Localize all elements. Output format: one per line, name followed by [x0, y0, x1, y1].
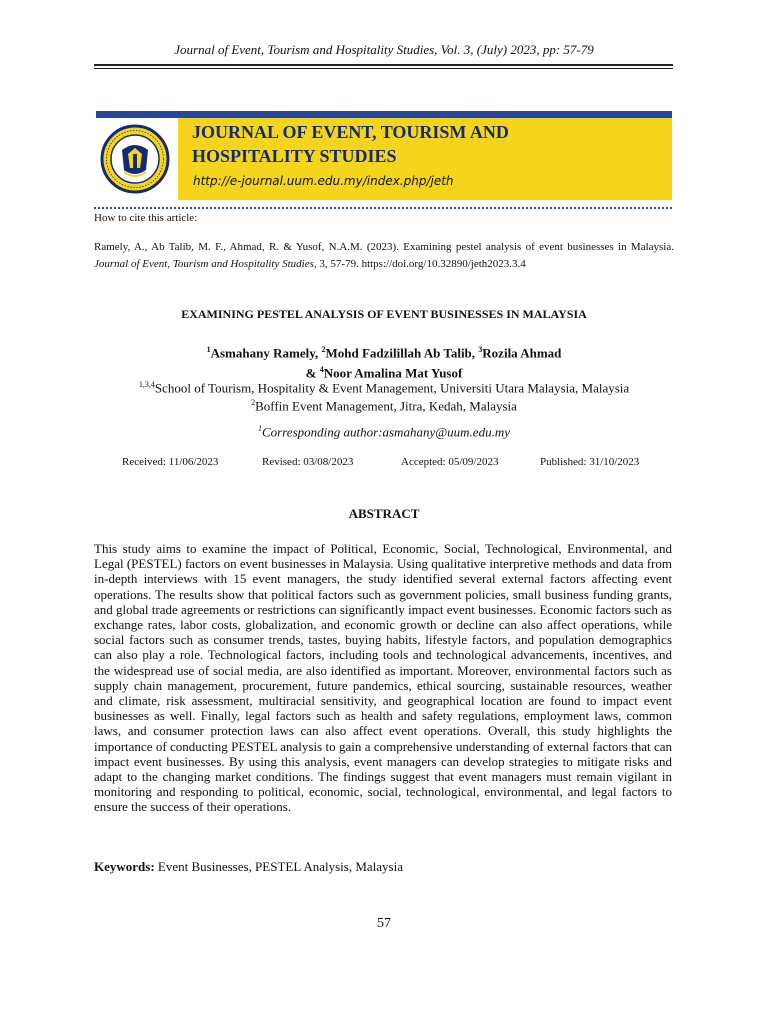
keywords-label: Keywords: [94, 859, 155, 874]
journal-url-link[interactable]: http://e-journal.uum.edu.my/index.php/jeth [193, 174, 454, 188]
affiliation-text: School of Tourism, Hospitality & Event Management, Universiti Utara Malaysia, Malaysia [154, 380, 630, 396]
citation-doi[interactable]: 3, 57-79. https://doi.org/10.32890/jeth2023.3.4 [319, 258, 526, 270]
cite-label: How to cite this article: [94, 212, 198, 224]
header-rule-thin [94, 68, 673, 69]
corresponding-email[interactable]: Corresponding author:asmahany@uum.edu.my [262, 424, 510, 440]
author-sup: 1 [206, 345, 211, 354]
author-list [0, 341, 768, 382]
affiliation-line-1 [0, 377, 768, 395]
author-name: Rozila Ahmad [482, 345, 562, 361]
running-head: Journal of Event, Tourism and Hospitality Studies, Vol. 3, (July) 2023, pp: 57-79 [174, 42, 594, 57]
affiliations [0, 377, 768, 414]
revised-date: Revised: 03/08/2023 [262, 456, 354, 468]
journal-title-line-1: JOURNAL OF EVENT, TOURISM AND [192, 122, 509, 142]
author-name: Noor Amalina Mat Yusof [323, 365, 463, 381]
author-line-1 [0, 341, 768, 361]
corresponding-author [0, 424, 768, 440]
keywords [94, 859, 403, 875]
published-date: Published: 31/10/2023 [540, 456, 640, 468]
affiliation-sup: 1,3,4 [138, 380, 155, 389]
affiliation-text: Boffin Event Management, Jitra, Kedah, Malaysia [255, 398, 517, 414]
affiliation-line-2 [0, 395, 768, 413]
keywords-text: Event Businesses, PESTEL Analysis, Malaysia [157, 859, 403, 874]
banner-blue-bar [96, 111, 672, 118]
citation-journal: Journal of Event, Tourism and Hospitality Studies, [94, 258, 317, 270]
affiliation-sup: 2 [251, 398, 256, 408]
paper-title: EXAMINING PESTEL ANALYSIS OF EVENT BUSINESSES IN MALAYSIA [181, 307, 587, 321]
abstract-heading: ABSTRACT [348, 506, 420, 521]
journal-title [192, 120, 652, 168]
received-date: Received: 11/06/2023 [122, 456, 219, 468]
university-seal-icon [100, 124, 170, 194]
author-sup: 3 [478, 345, 483, 354]
dotted-divider [94, 207, 672, 209]
journal-title-line-2: HOSPITALITY STUDIES [192, 146, 397, 166]
author-amp: & [305, 365, 320, 381]
author-sup: 4 [319, 365, 324, 375]
citation [94, 239, 674, 273]
author-name: Asmahany Ramely, [210, 345, 322, 361]
citation-authors: Ramely, A., Ab Talib, M. F., Ahmad, R. & Yusof, N.A.M. (2023). Examining pestel analysis of event businesses in Malaysia. [94, 241, 674, 253]
accepted-date: Accepted: 05/09/2023 [401, 456, 499, 468]
corresponding-sup: 1 [258, 424, 262, 433]
page-number: 57 [377, 916, 391, 931]
abstract-body: This study aims to examine the impact of Political, Economic, Social, Technological, Environmental, and Legal (PESTEL) factors on event businesses in Malaysia. Using qualitative interpretive methods and data from in-depth interviews with 15 event managers, the study identified several external factors affecting event operations. The results show that political factors such as government policies, small business funding grants, and global trade agreements or restrictions can significantly impact event businesses. Economic factors such as exchange rates, labor costs, globalization, and economic growth or decline can also affect operations, while social factors such as consumer trends, tastes, buying habits, lifestyle factors, and population demographics can also play a role. Technological factors, including tools and technological advancements, incentives, and the widespread use of social media, are also identified as important. Moreover, environmental factors such as supply chain management, procurement, future pandemics, ethical sourcing, sustainable resources, weather and climate, risk assessment, multiracial sensitivity, and geographical location are found to impact event businesses as well. Finally, legal factors such as health and safety regulations, employment laws, common laws, and consumer protection laws can also affect event operations. Overall, this study highlights the importance of conducting PESTEL analysis to gain a comprehensive understanding of external factors that can impact event businesses. By using this analysis, event managers can develop strategies to mitigate risks and adapt to the changing market conditions. The findings suggest that event managers must remain vigilant in monitoring and responding to political, economic, social, technological, environmental, and legal factors to ensure the success of their operations. [94, 541, 672, 815]
author-sup: 2 [321, 345, 326, 354]
header-rule [94, 64, 673, 66]
author-name: Mohd Fadzilillah Ab Talib, [325, 345, 479, 361]
